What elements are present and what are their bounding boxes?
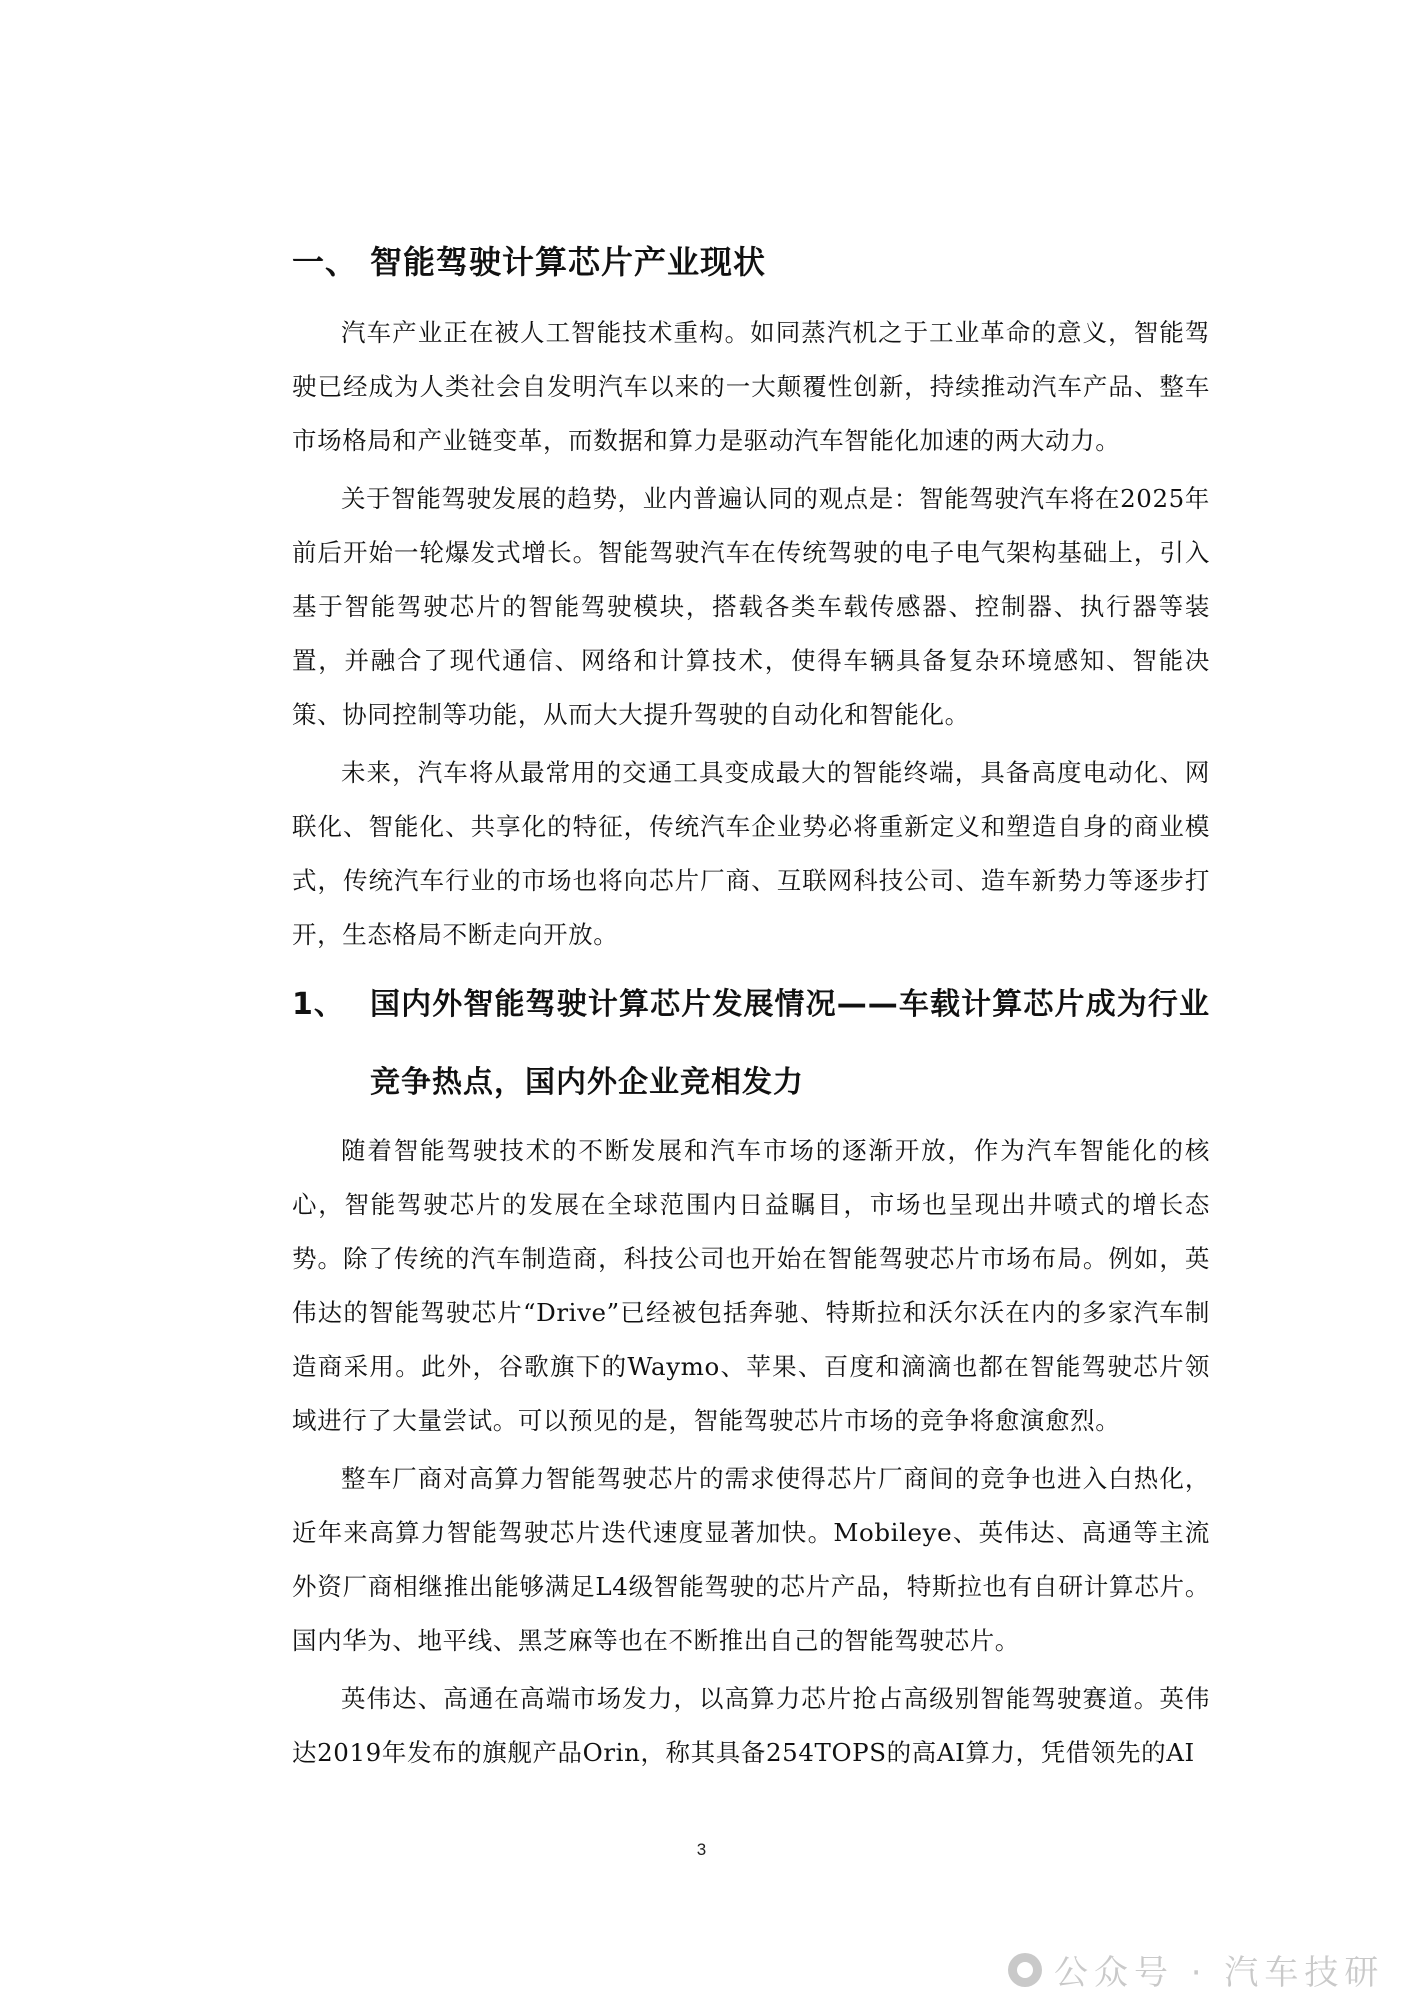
subsection-title: 国内外智能驾驶计算芯片发展情况——车载计算芯片成为行业竞争热点，国内外企业竞相发力 (370, 987, 1210, 1100)
wechat-icon (1008, 1953, 1042, 1987)
page-number: 3 (696, 1840, 707, 1859)
paragraph: 未来，汽车将从最常用的交通工具变成最大的智能终端，具备高度电动化、网联化、智能化、共享化的特征，传统汽车企业势必将重新定义和塑造自身的商业模式，传统汽车行业的市场也将向芯片厂商、互联网科技公司、造车新势力等逐步打开，生态格局不断走向开放。 (292, 758, 1210, 949)
paragraph: 关于智能驾驶发展的趋势，业内普遍认同的观点是：智能驾驶汽车将在2025年前后开始一轮爆发式增长。智能驾驶汽车在传统驾驶的电子电气架构基础上，引入基于智能驾驶芯片的智能驾驶模块，搭载各类车载传感器、控制器、执行器等装置，并融合了现代通信、网络和计算技术，使得车辆具备复杂环境感知、智能决策、协同控制等功能，从而大大提升驾驶的自动化和智能化。 (292, 484, 1210, 729)
page-content (292, 240, 1210, 1784)
subsection-heading (292, 966, 1210, 1122)
watermark (1008, 1945, 1384, 1994)
paragraph: 汽车产业正在被人工智能技术重构。如同蒸汽机之于工业革命的意义，智能驾驶已经成为人类社会自发明汽车以来的一大颠覆性创新，持续推动汽车产品、整车市场格局和产业链变革，而数据和算力是驱动汽车智能化加速的两大动力。 (292, 318, 1210, 455)
paragraph: 整车厂商对高算力智能驾驶芯片的需求使得芯片厂商间的竞争也进入白热化，近年来高算力智能驾驶芯片迭代速度显著加快。Mobileye、英伟达、高通等主流外资厂商相继推出能够满足L4级智能驾驶的芯片产品，特斯拉也有自研计算芯片。国内华为、地平线、黑芝麻等也在不断推出自己的智能驾驶芯片。 (292, 1464, 1210, 1655)
subsection-number: 1、 (292, 987, 345, 1022)
section-number: 一、 (292, 243, 359, 281)
watermark-text: 公众号 · 汽车技研 (1054, 1953, 1385, 1993)
section-title: 智能驾驶计算芯片产业现状 (370, 243, 767, 281)
section-heading (292, 240, 1210, 284)
paragraph: 随着智能驾驶技术的不断发展和汽车市场的逐渐开放，作为汽车智能化的核心，智能驾驶芯片的发展在全球范围内日益瞩目，市场也呈现出井喷式的增长态势。除了传统的汽车制造商，科技公司也开始在智能驾驶芯片市场布局。例如，英伟达的智能驾驶芯片“Drive”已经被包括奔驰、特斯拉和沃尔沃在内的多家汽车制造商采用。此外，谷歌旗下的Waymo、苹果、百度和滴滴也都在智能驾驶芯片领域进行了大量尝试。可以预见的是，智能驾驶芯片市场的竞争将愈演愈烈。 (292, 1136, 1210, 1435)
paragraph: 英伟达、高通在高端市场发力，以高算力芯片抢占高级别智能驾驶赛道。英伟达2019年发布的旗舰产品Orin，称其具备254TOPS的高AI算力，凭借领先的AI (292, 1684, 1210, 1767)
